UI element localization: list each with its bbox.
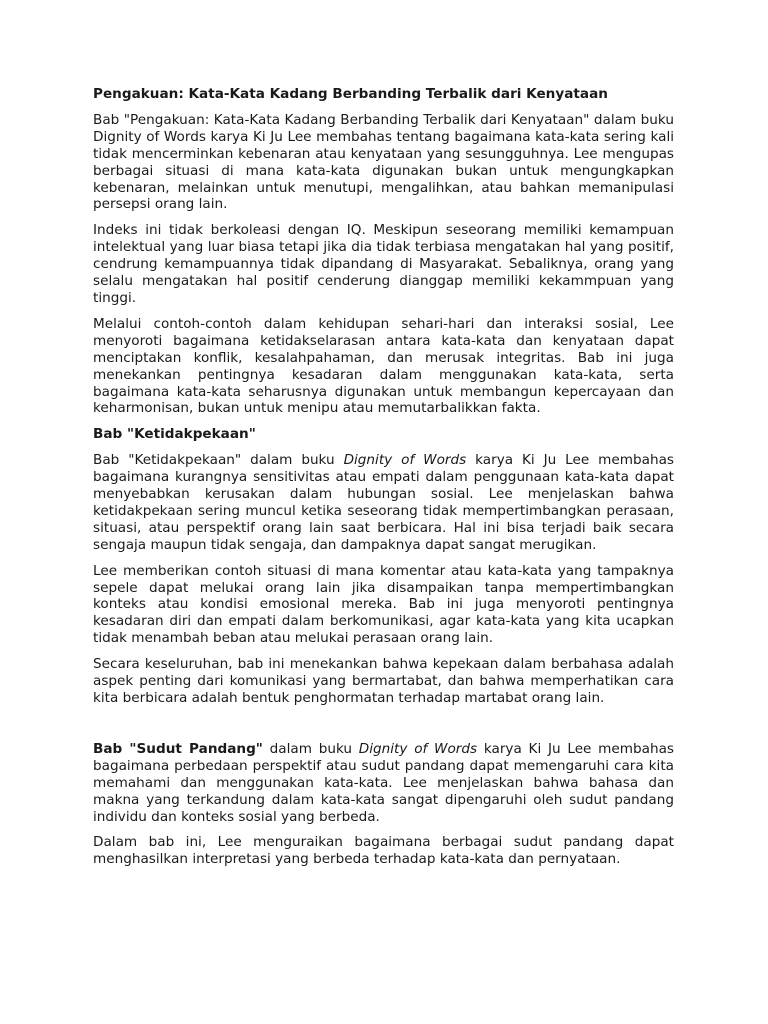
paragraph — [93, 452, 674, 553]
paragraph — [93, 741, 674, 826]
paragraph: Indeks ini tidak berkoleasi dengan IQ. Meskipun seseorang memiliki kemampuan intelektual yang luar biasa tetapi jika dia tidak terbiasa mengatakan hal yang positif, cendrung kemampuannya tidak dipandang di Masyarakat. Sebaliknya, orang yang selalu mengatakan hal positif cenderung dianggap memiliki kekammpuan yang tinggi. — [93, 222, 674, 306]
book-title: Dignity of Words — [358, 740, 478, 757]
section-heading-ketidakpekaan: Bab "Ketidakpekaan" — [93, 426, 256, 443]
blank-line — [93, 716, 674, 741]
section-heading-sudut-pandang: Bab "Sudut Pandang" — [93, 740, 263, 757]
paragraph: Secara keseluruhan, bab ini menekankan bahwa kepekaan dalam berbahasa adalah aspek penting dari komunikasi yang bermartabat, dan bahwa memperhatikan cara kita berbicara adalah bentuk penghormatan terhadap martabat orang lain. — [93, 656, 674, 706]
paragraph-text: dalam buku — [262, 740, 359, 757]
document-page — [93, 86, 674, 877]
paragraph: Melalui contoh-contoh dalam kehidupan sehari-hari dan interaksi sosial, Lee menyoroti bagaimana ketidakselarasan antara kata-kata dan kenyataan dapat menciptakan konflik, kesalahpahaman, dan merusak integritas. Bab ini juga menekankan pentingnya kesadaran dalam menggunakan kata-kata, serta bagaimana kata-kata seharusnya digunakan untuk membangun kepercayaan dan keharmonisan, bukan untuk menipu atau memutarbalikkan fakta. — [93, 315, 674, 417]
section-heading-pengakuan: Pengakuan: Kata-Kata Kadang Berbanding Terbalik dari Kenyataan — [93, 86, 608, 102]
book-title: Dignity of Words — [343, 452, 467, 469]
paragraph-text: karya Ki Ju Lee membahas bagaimana kurangnya sensitivitas atau empati dalam penggunaan kata-kata dapat menyebabkan kerusakan dalam hubungan sosial. Lee menjelaskan bahwa ketidakpekaan sering muncul ketika seseorang tidak mempertimbangkan perasaan, situasi, atau perspektif orang lain saat berbicara. Hal ini bisa terjadi baik secara sengaja maupun tidak sengaja, dan dampaknya dapat sangat merugikan. — [93, 452, 674, 553]
paragraph: Lee memberikan contoh situasi di mana komentar atau kata-kata yang tampaknya sepele dapat melukai orang lain jika disampaikan tanpa mempertimbangkan konteks atau kondisi emosional mereka. Bab ini juga menyoroti pentingnya kesadaran diri dan empati dalam berkomunikasi, agar kata-kata yang kita ucapkan tidak menambah beban atau melukai perasaan orang lain. — [93, 562, 674, 647]
paragraph-text: karya Ki Ju Lee membahas bagaimana perbedaan perspektif atau sudut pandang dapat memengaruhi cara kita memahami dan menggunakan kata-kata. Lee menjelaskan bahwa bahasa dan makna yang terkandung dalam kata-kata sangat dipengaruhi oleh sudut pandang individu dan konteks sosial yang berbeda. — [93, 740, 675, 825]
paragraph-text: Bab "Ketidakpekaan" dalam buku — [93, 452, 344, 469]
paragraph: Bab "Pengakuan: Kata-Kata Kadang Berbanding Terbalik dari Kenyataan" dalam buku Dignity of Words karya Ki Ju Lee membahas tentang bagaimana kata-kata sering kali tidak mencerminkan kebenaran atau kenyataan yang sesungguhnya. Lee mengupas berbagai situasi di mana kata-kata digunakan bukan untuk mengungkapkan kebenaran, melainkan untuk menutupi, mengalihkan, atau bahkan memanipulasi persepsi orang lain. — [93, 111, 674, 213]
paragraph: Dalam bab ini, Lee menguraikan bagaimana berbagai sudut pandang dapat menghasilkan interpretasi yang berbeda terhadap kata-kata dan pernyataan. — [93, 834, 674, 868]
